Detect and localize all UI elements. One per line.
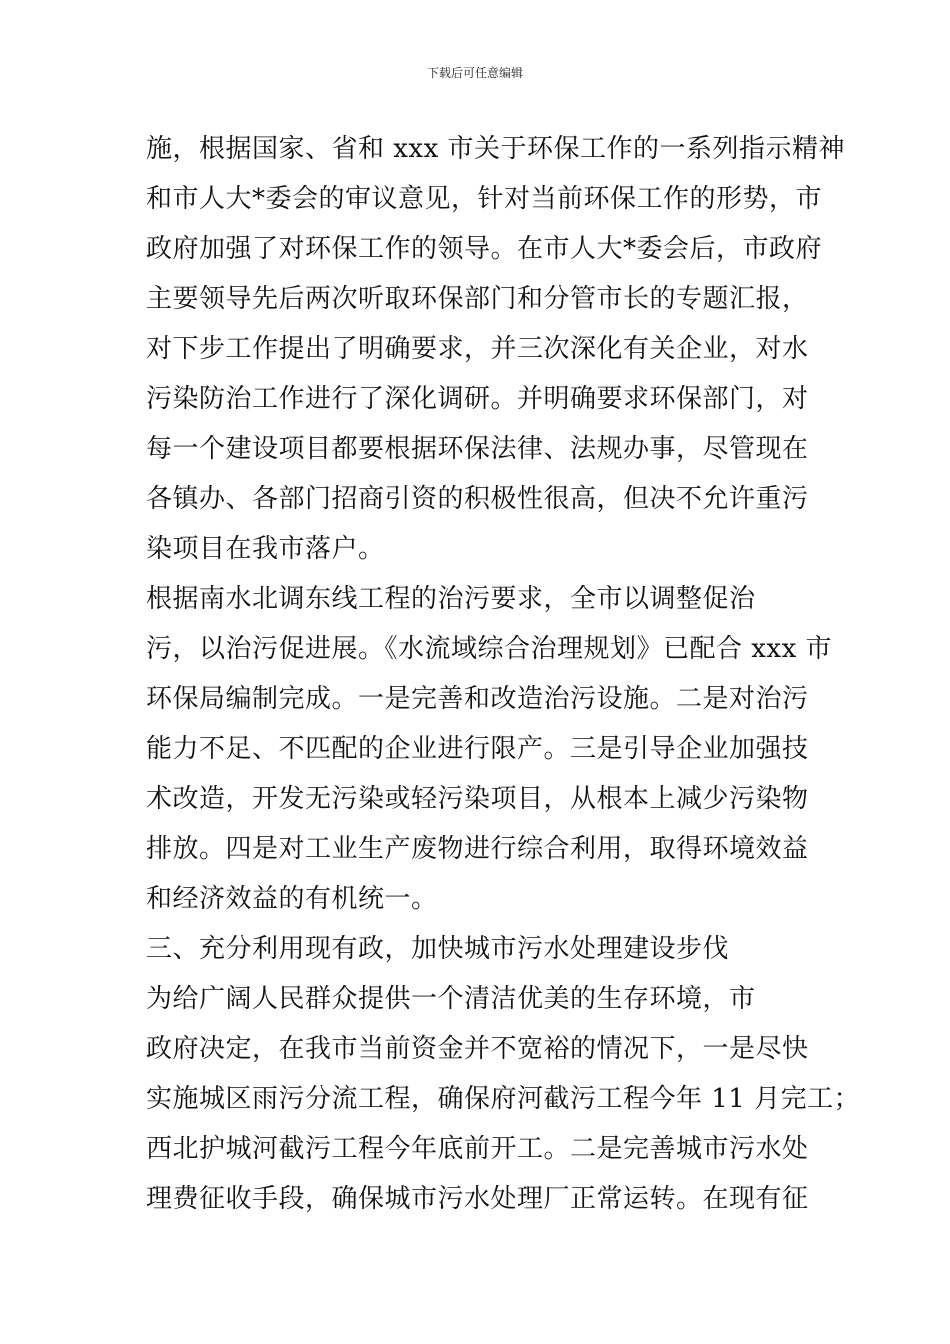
body-line: 和经济效益的有机统一。 xyxy=(146,884,438,914)
body-line: 根据南水北调东线工程的治污要求，全市以调整促治 xyxy=(146,584,756,614)
body-line: 每一个建设项目都要根据环保法律、法规办事，尽管现在 xyxy=(146,434,809,464)
section-heading: 三、充分利用现有政，加快城市污水处理建设步伐 xyxy=(146,934,730,964)
body-line: 政府决定，在我市当前资金并不宽裕的情况下，一是尽快 xyxy=(146,1034,809,1064)
body-line: 排放。四是对工业生产废物进行综合利用，取得环境效益 xyxy=(146,834,809,864)
body-line: 环保局编制完成。一是完善和改造治污设施。二是对治污 xyxy=(146,684,809,714)
body-line: 为给广阔人民群众提供一个清洁优美的生存环境，市 xyxy=(146,984,756,1014)
body-line: 主要领导先后两次听取环保部门和分管市长的专题汇报， xyxy=(146,284,809,314)
body-line: 能力不足、不匹配的企业进行限产。三是引导企业加强技 xyxy=(146,734,809,764)
body-line: 术改造，开发无污染或轻污染项目，从根本上减少污染物 xyxy=(146,784,809,814)
body-line: 对下步工作提出了明确要求，并三次深化有关企业，对水 xyxy=(146,334,809,364)
body-line: 和市人大*委会的审议意见，针对当前环保工作的形势，市 xyxy=(146,184,823,214)
body-line: 政府加强了对环保工作的领导。在市人大*委会后，市政府 xyxy=(146,234,823,264)
body-line: 西北护城河截污工程今年底前开工。二是完善城市污水处 xyxy=(146,1134,809,1164)
body-line: 各镇办、各部门招商引资的积极性很高，但决不允许重污 xyxy=(146,484,809,514)
body-line: 染项目在我市落户。 xyxy=(146,534,385,564)
body-line: 施，根据国家、省和 xxx 市关于环保工作的一系列指示精神 xyxy=(146,134,846,164)
body-line: 实施城区雨污分流工程，确保府河截污工程今年 11 月完工； xyxy=(146,1084,861,1114)
body-line: 理费征收手段，确保城市污水处理厂正常运转。在现有征 xyxy=(146,1184,809,1214)
page-header: 下载后可任意编辑 xyxy=(426,66,523,80)
body-line: 污染防治工作进行了深化调研。并明确要求环保部门，对 xyxy=(146,384,809,414)
body-line: 污，以治污促进展。《水流域综合治理规划》已配合 xxx 市 xyxy=(146,634,833,664)
